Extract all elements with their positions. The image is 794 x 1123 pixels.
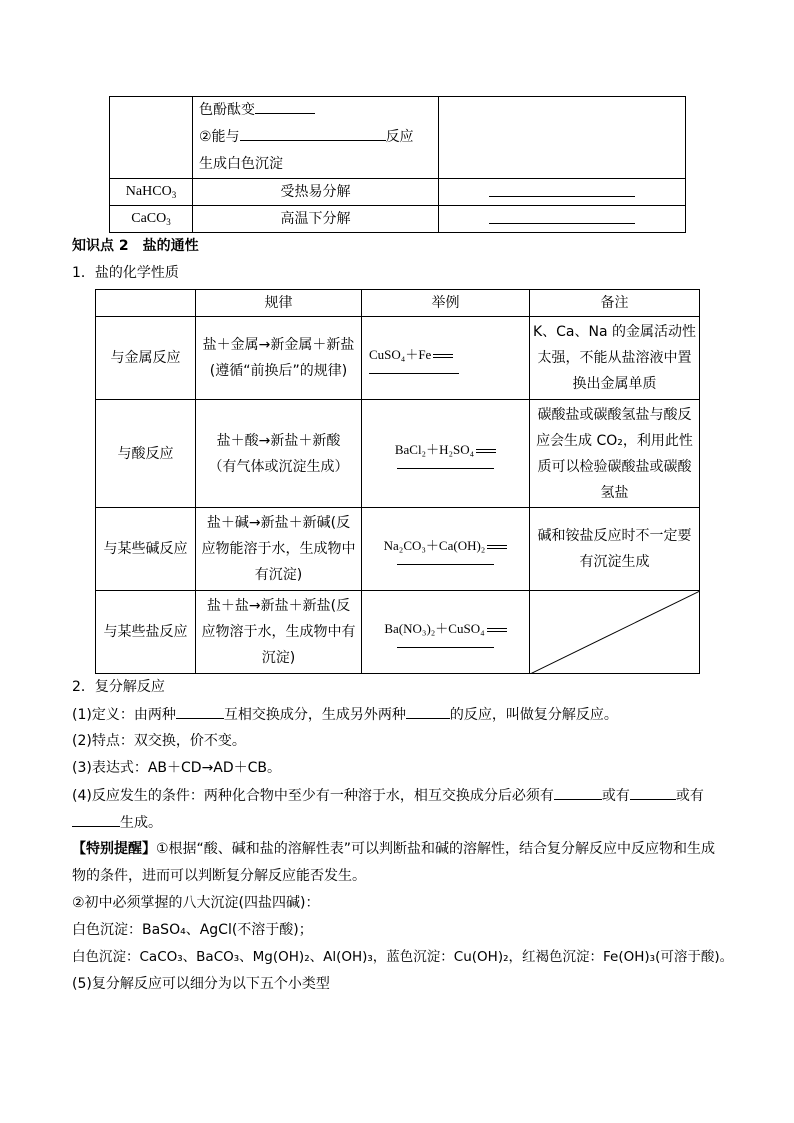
row-example <box>362 591 530 674</box>
row-example <box>362 508 530 591</box>
row-example <box>362 400 530 508</box>
header-rule: 规律 <box>196 290 362 317</box>
row-note: 碱和铵盐反应时不一定要 有沉淀生成 <box>530 508 700 591</box>
blank[interactable] <box>72 812 120 827</box>
top-table-row2-equation[interactable] <box>439 179 686 206</box>
example-formula: Ba(NO₃)₂＋CuSO₄ <box>384 620 485 636</box>
property-line1: 色酚酞变 <box>199 102 255 118</box>
table-row <box>96 508 700 591</box>
blank[interactable] <box>255 99 315 114</box>
top-table <box>109 96 686 233</box>
blank[interactable] <box>369 373 459 374</box>
row-example <box>362 317 530 400</box>
row-name: 与酸反应 <box>96 400 196 508</box>
salt-table <box>95 289 700 674</box>
blank[interactable] <box>397 647 494 648</box>
top-table-row3-property: 高温下分解 <box>193 206 439 233</box>
feature-line: (2)特点：双交换，价不变。 <box>72 733 246 749</box>
condition-line-2: 生成。 <box>72 812 162 833</box>
row-name: 与金属反应 <box>96 317 196 400</box>
equals-sign <box>476 449 496 453</box>
property-line3: 生成白色沉淀 <box>199 156 283 172</box>
row-rule: 盐＋碱→新盐＋新碱(反 应物能溶于水，生成物中 有沉淀) <box>196 508 362 591</box>
property-line2-prefix: ②能与 <box>199 129 240 145</box>
table-row <box>96 317 700 400</box>
equals-sign <box>487 545 507 549</box>
blank[interactable] <box>397 564 494 565</box>
top-table-row1-property <box>193 97 439 179</box>
row-name: 与某些碱反应 <box>96 508 196 591</box>
blank[interactable] <box>240 126 386 141</box>
row-note: K、Ca、Na 的金属活动性 太强，不能从盐溶液中置 换出金属单质 <box>530 317 700 400</box>
tip-line-6: (5)复分解反应可以细分为以下五个小类型 <box>72 976 330 992</box>
tip-line-2: 物的条件，进而可以判断复分解反应能否发生。 <box>72 868 366 884</box>
header-note: 备注 <box>530 290 700 317</box>
row-rule: 盐＋金属→新金属＋新盐 (遵循“前换后”的规律) <box>196 317 362 400</box>
header-example: 举例 <box>362 290 530 317</box>
top-table-row3-name: CaCO$_3$ <box>110 206 193 233</box>
blank[interactable] <box>406 704 450 719</box>
top-table-row1-equation <box>439 97 686 179</box>
top-table-row3-equation[interactable] <box>439 206 686 233</box>
header-empty <box>96 290 196 317</box>
table-row <box>96 400 700 508</box>
blank[interactable] <box>630 785 676 800</box>
top-table-row2-name: NaHCO$_3$ <box>110 179 193 206</box>
example-formula: CuSO₄＋Fe <box>369 346 432 362</box>
row-note-empty <box>530 591 700 674</box>
blank[interactable] <box>554 785 602 800</box>
equals-sign <box>433 354 453 358</box>
sub1-title: 1．盐的化学性质 <box>72 265 179 281</box>
property-line2-suffix: 反应 <box>385 129 414 145</box>
tip-line-4: 白色沉淀：BaSO₄、AgCl(不溶于酸)； <box>72 922 313 938</box>
section-title: 知识点 2 盐的通性 <box>72 238 199 254</box>
blank[interactable] <box>489 223 635 224</box>
tip-label: 【特别提醒】 <box>72 841 156 857</box>
condition-line: (4)反应发生的条件：两种化合物中至少有一种溶于水，相互交换成分后必须有 或有 或有 <box>72 785 704 806</box>
definition-line: (1)定义：由两种 互相交换成分，生成另外两种 的反应，叫做复分解反应。 <box>72 704 618 725</box>
diagonal-slash <box>530 591 700 674</box>
top-table-row2-property: 受热易分解 <box>193 179 439 206</box>
tip-line-5: 白色沉淀：CaCO₃、BaCO₃、Mg(OH)₂、Al(OH)₃，蓝色沉淀：Cu(OH)₂，红褐色沉淀：Fe(OH)₃(可溶于酸)。 <box>72 949 734 965</box>
blank[interactable] <box>397 468 494 469</box>
example-formula: Na₂CO₃＋Ca(OH)₂ <box>383 537 486 553</box>
row-name: 与某些盐反应 <box>96 591 196 674</box>
row-rule: 盐＋酸→新盐＋新酸 （有气体或沉淀生成） <box>196 400 362 508</box>
blank[interactable] <box>176 704 224 719</box>
row-rule: 盐＋盐→新盐＋新盐(反 应物溶于水，生成物中有 沉淀) <box>196 591 362 674</box>
expression-line: (3)表达式：AB＋CD→AD＋CB。 <box>72 760 282 776</box>
table-row <box>96 591 700 674</box>
equals-sign <box>487 628 507 632</box>
tip-line-3: ②初中必须掌握的八大沉淀(四盐四碱)： <box>72 895 320 911</box>
example-formula: BaCl₂＋H₂SO₄ <box>394 442 475 457</box>
blank[interactable] <box>489 196 635 197</box>
row-note: 碳酸盐或碳酸氢盐与酸反 应会生成 CO₂，利用此性 质可以检验碳酸盐或碳酸 氢盐 <box>530 400 700 508</box>
tip-line-1: 【特别提醒】①根据“酸、碱和盐的溶解性表”可以判断盐和碱的溶解性，结合复分解反应中反应物和生成 <box>72 841 716 857</box>
sub2-title: 2．复分解反应 <box>72 679 165 695</box>
top-table-row1-name <box>110 97 193 179</box>
